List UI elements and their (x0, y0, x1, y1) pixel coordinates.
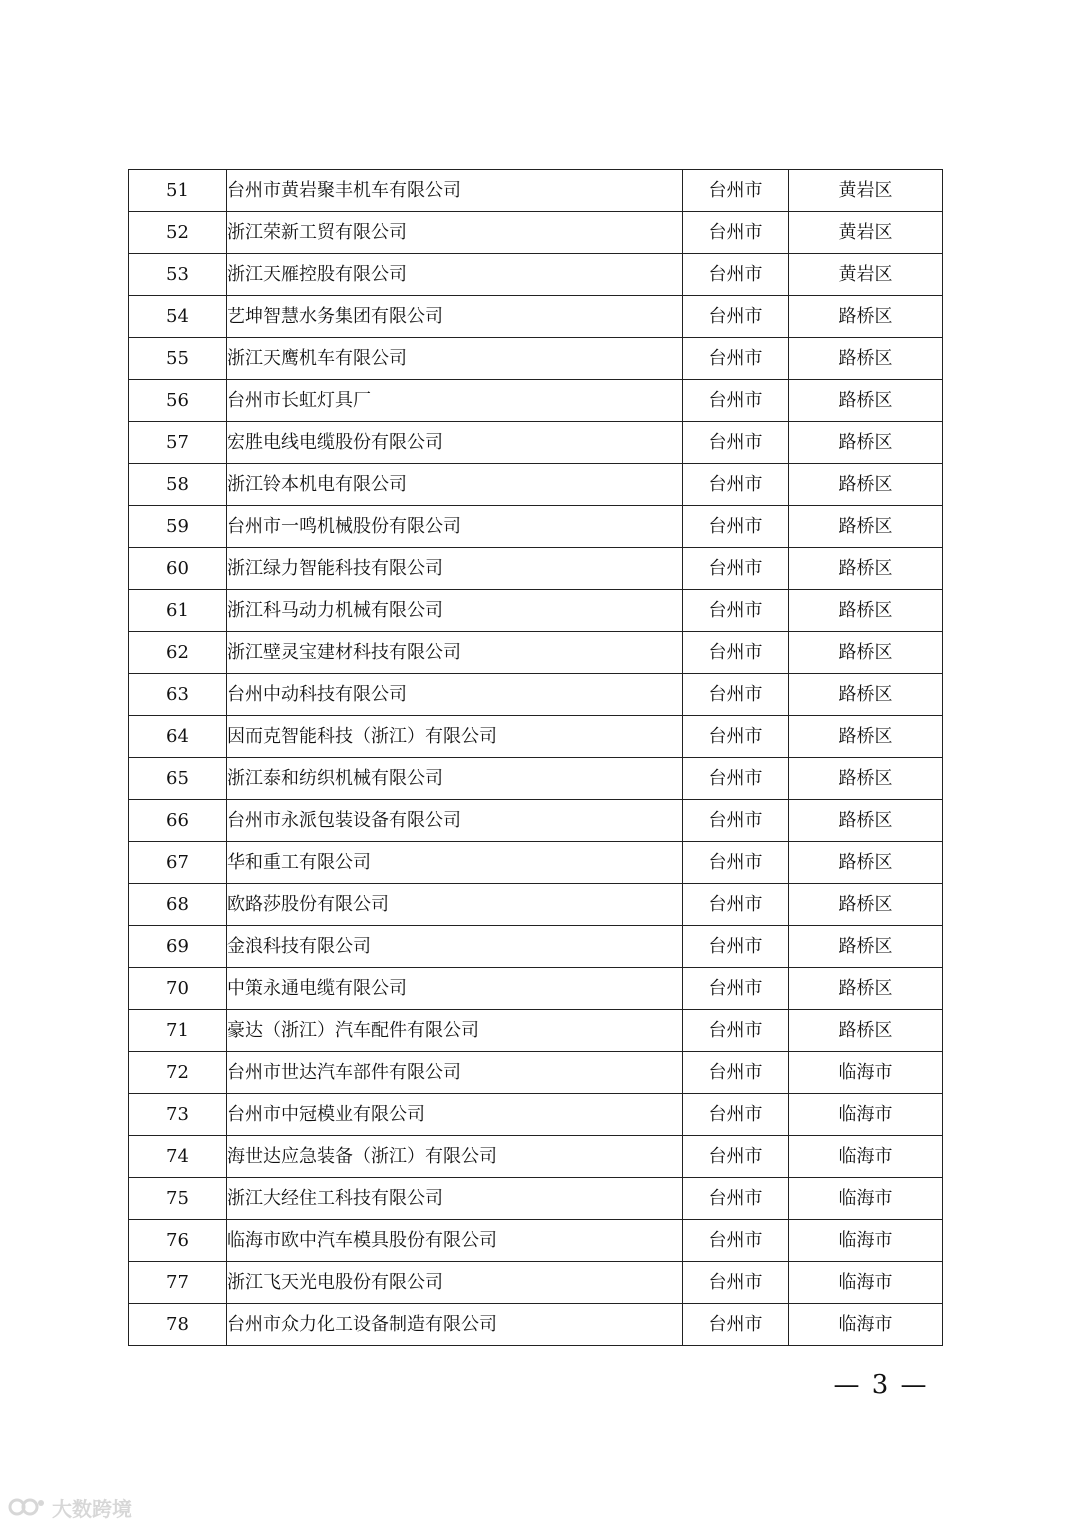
table-row (129, 1010, 943, 1052)
table-row (129, 506, 943, 548)
table-row (129, 800, 943, 842)
table-row (129, 590, 943, 632)
district-cell: 路桥区 (789, 926, 943, 968)
company-name-cell: 浙江荣新工贸有限公司 (227, 212, 683, 254)
city-cell: 台州市 (683, 1094, 789, 1136)
row-number-cell: 72 (129, 1052, 227, 1094)
row-number-cell: 66 (129, 800, 227, 842)
district-cell: 临海市 (789, 1052, 943, 1094)
table-row (129, 1052, 943, 1094)
row-number-cell: 78 (129, 1304, 227, 1346)
city-cell: 台州市 (683, 212, 789, 254)
watermark-text: 大数跨境 (52, 1496, 132, 1521)
table-row (129, 170, 943, 212)
brand-logo-icon (8, 1494, 48, 1520)
table-row (129, 842, 943, 884)
company-name-cell: 豪达（浙江）汽车配件有限公司 (227, 1010, 683, 1052)
city-cell: 台州市 (683, 380, 789, 422)
page-number: — 3 — (833, 1370, 929, 1400)
city-cell: 台州市 (683, 506, 789, 548)
table-row (129, 1094, 943, 1136)
company-name-cell: 浙江科马动力机械有限公司 (227, 590, 683, 632)
city-cell: 台州市 (683, 254, 789, 296)
city-cell: 台州市 (683, 1220, 789, 1262)
district-cell: 路桥区 (789, 884, 943, 926)
company-name-cell: 浙江飞天光电股份有限公司 (227, 1262, 683, 1304)
company-name-cell: 海世达应急装备（浙江）有限公司 (227, 1136, 683, 1178)
row-number-cell: 57 (129, 422, 227, 464)
table-row (129, 884, 943, 926)
row-number-cell: 59 (129, 506, 227, 548)
city-cell: 台州市 (683, 758, 789, 800)
city-cell: 台州市 (683, 800, 789, 842)
company-name-cell: 浙江绿力智能科技有限公司 (227, 548, 683, 590)
company-name-cell: 因而克智能科技（浙江）有限公司 (227, 716, 683, 758)
table-row (129, 632, 943, 674)
table-row (129, 1304, 943, 1346)
row-number-cell: 68 (129, 884, 227, 926)
city-cell: 台州市 (683, 842, 789, 884)
district-cell: 路桥区 (789, 422, 943, 464)
table-row (129, 716, 943, 758)
district-cell: 路桥区 (789, 758, 943, 800)
table-row (129, 212, 943, 254)
row-number-cell: 77 (129, 1262, 227, 1304)
company-name-cell: 临海市欧中汽车模具股份有限公司 (227, 1220, 683, 1262)
city-cell: 台州市 (683, 1262, 789, 1304)
district-cell: 黄岩区 (789, 170, 943, 212)
row-number-cell: 56 (129, 380, 227, 422)
row-number-cell: 51 (129, 170, 227, 212)
table-row (129, 254, 943, 296)
row-number-cell: 65 (129, 758, 227, 800)
district-cell: 路桥区 (789, 380, 943, 422)
city-cell: 台州市 (683, 464, 789, 506)
table-row (129, 464, 943, 506)
company-name-cell: 宏胜电线电缆股份有限公司 (227, 422, 683, 464)
city-cell: 台州市 (683, 1304, 789, 1346)
row-number-cell: 70 (129, 968, 227, 1010)
company-name-cell: 浙江天鹰机车有限公司 (227, 338, 683, 380)
table-row (129, 338, 943, 380)
district-cell: 路桥区 (789, 590, 943, 632)
city-cell: 台州市 (683, 716, 789, 758)
table-row (129, 1220, 943, 1262)
city-cell: 台州市 (683, 674, 789, 716)
company-name-cell: 台州中动科技有限公司 (227, 674, 683, 716)
district-cell: 路桥区 (789, 674, 943, 716)
city-cell: 台州市 (683, 338, 789, 380)
company-name-cell: 中策永通电缆有限公司 (227, 968, 683, 1010)
district-cell: 临海市 (789, 1178, 943, 1220)
district-cell: 临海市 (789, 1262, 943, 1304)
district-cell: 临海市 (789, 1094, 943, 1136)
row-number-cell: 71 (129, 1010, 227, 1052)
district-cell: 黄岩区 (789, 212, 943, 254)
city-cell: 台州市 (683, 590, 789, 632)
row-number-cell: 61 (129, 590, 227, 632)
city-cell: 台州市 (683, 632, 789, 674)
district-cell: 路桥区 (789, 800, 943, 842)
company-name-cell: 浙江壁灵宝建材科技有限公司 (227, 632, 683, 674)
table-row (129, 548, 943, 590)
row-number-cell: 63 (129, 674, 227, 716)
city-cell: 台州市 (683, 1178, 789, 1220)
row-number-cell: 74 (129, 1136, 227, 1178)
district-cell: 路桥区 (789, 968, 943, 1010)
row-number-cell: 58 (129, 464, 227, 506)
city-cell: 台州市 (683, 296, 789, 338)
table-row (129, 758, 943, 800)
company-table (128, 169, 943, 1346)
company-name-cell: 金浪科技有限公司 (227, 926, 683, 968)
table-row (129, 926, 943, 968)
city-cell: 台州市 (683, 1136, 789, 1178)
table-row (129, 1262, 943, 1304)
table-row (129, 1136, 943, 1178)
city-cell: 台州市 (683, 170, 789, 212)
table-row (129, 422, 943, 464)
city-cell: 台州市 (683, 884, 789, 926)
row-number-cell: 75 (129, 1178, 227, 1220)
district-cell: 路桥区 (789, 716, 943, 758)
row-number-cell: 55 (129, 338, 227, 380)
company-name-cell: 浙江泰和纺织机械有限公司 (227, 758, 683, 800)
company-name-cell: 艺坤智慧水务集团有限公司 (227, 296, 683, 338)
table-row (129, 380, 943, 422)
company-name-cell: 台州市众力化工设备制造有限公司 (227, 1304, 683, 1346)
city-cell: 台州市 (683, 926, 789, 968)
city-cell: 台州市 (683, 422, 789, 464)
row-number-cell: 62 (129, 632, 227, 674)
row-number-cell: 73 (129, 1094, 227, 1136)
city-cell: 台州市 (683, 1010, 789, 1052)
company-name-cell: 台州市世达汽车部件有限公司 (227, 1052, 683, 1094)
company-name-cell: 台州市永派包装设备有限公司 (227, 800, 683, 842)
row-number-cell: 76 (129, 1220, 227, 1262)
district-cell: 路桥区 (789, 296, 943, 338)
row-number-cell: 53 (129, 254, 227, 296)
row-number-cell: 69 (129, 926, 227, 968)
company-name-cell: 浙江铃本机电有限公司 (227, 464, 683, 506)
company-name-cell: 华和重工有限公司 (227, 842, 683, 884)
company-table-body (129, 170, 943, 1346)
watermark (8, 1492, 132, 1522)
district-cell: 路桥区 (789, 464, 943, 506)
company-name-cell: 台州市一鸣机械股份有限公司 (227, 506, 683, 548)
table-row (129, 1178, 943, 1220)
city-cell: 台州市 (683, 1052, 789, 1094)
district-cell: 路桥区 (789, 632, 943, 674)
table-row (129, 296, 943, 338)
row-number-cell: 67 (129, 842, 227, 884)
district-cell: 黄岩区 (789, 254, 943, 296)
district-cell: 路桥区 (789, 842, 943, 884)
district-cell: 临海市 (789, 1304, 943, 1346)
company-name-cell: 台州市长虹灯具厂 (227, 380, 683, 422)
district-cell: 路桥区 (789, 548, 943, 590)
table-row (129, 674, 943, 716)
company-name-cell: 浙江天雁控股有限公司 (227, 254, 683, 296)
district-cell: 临海市 (789, 1136, 943, 1178)
district-cell: 临海市 (789, 1220, 943, 1262)
row-number-cell: 60 (129, 548, 227, 590)
table-row (129, 968, 943, 1010)
district-cell: 路桥区 (789, 506, 943, 548)
row-number-cell: 54 (129, 296, 227, 338)
district-cell: 路桥区 (789, 338, 943, 380)
company-name-cell: 浙江大经住工科技有限公司 (227, 1178, 683, 1220)
district-cell: 路桥区 (789, 1010, 943, 1052)
company-name-cell: 台州市中冠模业有限公司 (227, 1094, 683, 1136)
company-name-cell: 欧路莎股份有限公司 (227, 884, 683, 926)
city-cell: 台州市 (683, 968, 789, 1010)
company-name-cell: 台州市黄岩聚丰机车有限公司 (227, 170, 683, 212)
city-cell: 台州市 (683, 548, 789, 590)
row-number-cell: 52 (129, 212, 227, 254)
row-number-cell: 64 (129, 716, 227, 758)
